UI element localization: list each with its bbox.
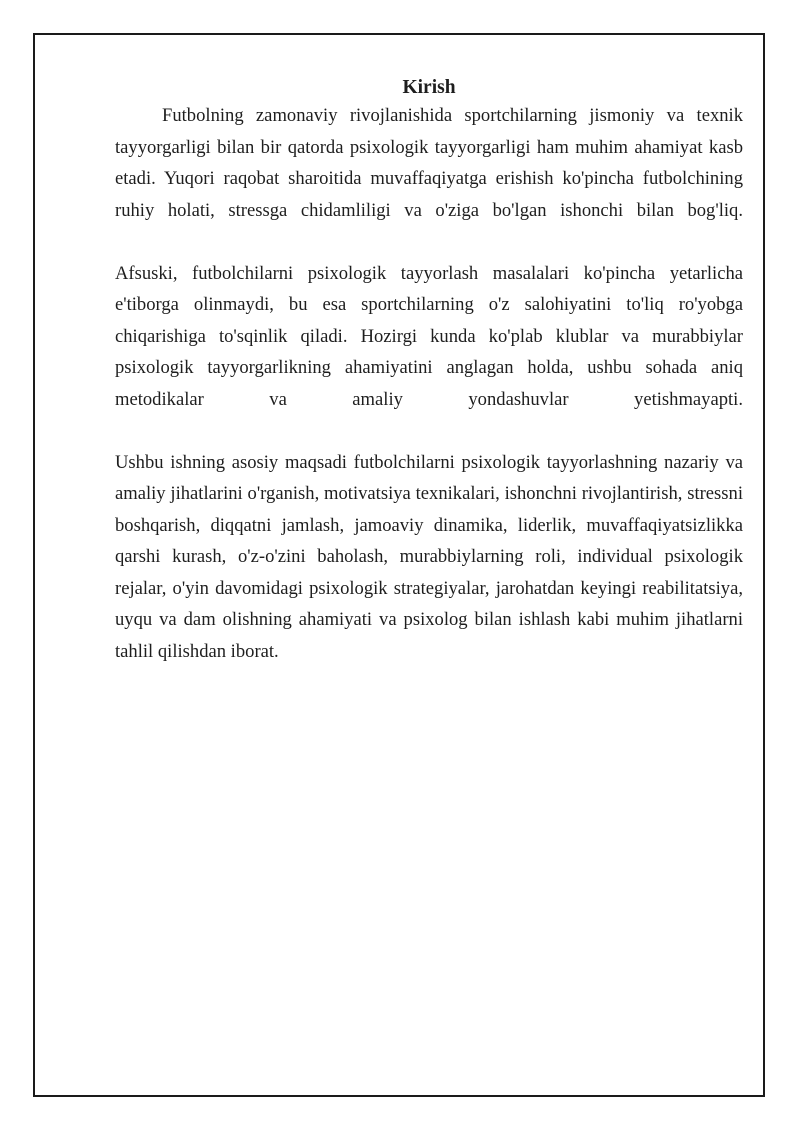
paragraph-spacer [115, 226, 743, 258]
document-body [115, 76, 743, 667]
document-title: Kirish [402, 77, 456, 98]
paragraph-goal: Ushbu ishning asosiy maqsadi futbolchilarni psixologik tayyorlashning nazariy va amaliy jihatlarini o'rganish, motivatsiya texnikalari, ishonchni rivojlantirish, stressni boshqarish, diqqatni jamlash, jamoaviy dinamika, liderlik, muvaffaqiyatsizlikka qarshi kurash, o'z-o'zini baholash, murabbiylarning roli, individual psixologik rejalar, o'yin davomidagi psixologik strategiyalar, jarohatdan keyingi reabilitatsiya, uyqu va dam olishning ahamiyati va psixolog bilan ishlash kabi muhim jihatlarni tahlil qilishdan iborat. [115, 451, 743, 662]
paragraph-problem: Afsuski, futbolchilarni psixologik tayyorlash masalalari ko'pincha yetarlicha e'tiborga olinmaydi, bu esa sportchilarning o'z salohiyatini to'liq ro'yobga chiqarishiga to'sqinlik qiladi. Hozirgi kunda ko'plab klublar va murabbiylar psixologik tayyorgarlikning ahamiyatini anglagan holda, ushbu sohada aniq metodikalar va amaliy yondashuvlar yetishmayapti. [115, 262, 743, 410]
paragraph-introduction: Futbolning zamonaviy rivojlanishida sportchilarning jismoniy va texnik tayyorgarligi bilan bir qatorda psixologik tayyorgarligi ham muhim ahamiyat kasb etadi. Yuqori raqobat sharoitida muvaffaqiyatga erishish ko'pincha futbolchining ruhiy holati, stressga chidamliligi va o'ziga bo'lgan ishonchi bilan bog'liq. [115, 105, 743, 221]
paragraph-spacer [115, 415, 743, 447]
